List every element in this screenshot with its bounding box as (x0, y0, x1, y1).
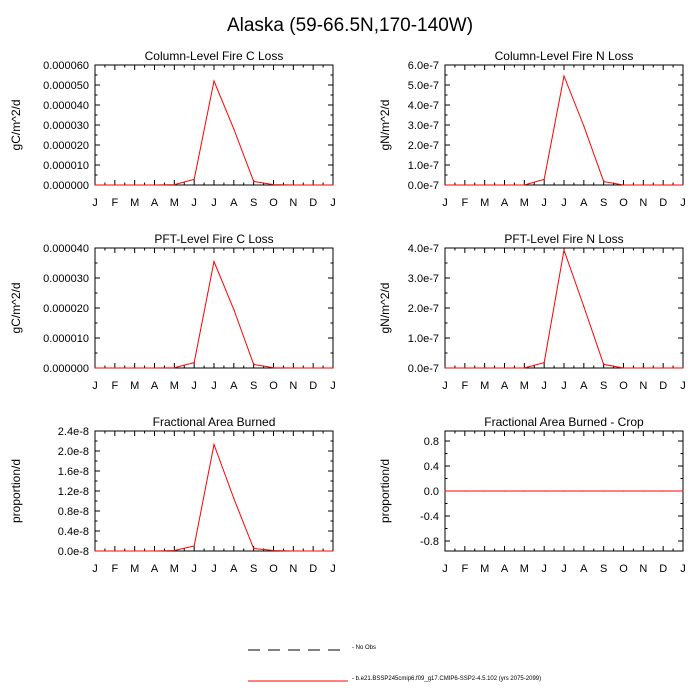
data-point (643, 367, 644, 368)
data-point (484, 184, 485, 185)
y-tick-label: 0.4e-8 (57, 526, 89, 538)
data-point (114, 184, 115, 185)
data-point (464, 490, 465, 491)
data-point (313, 367, 314, 368)
x-tick-label: F (461, 197, 469, 209)
x-tick-label: A (150, 380, 159, 392)
data-point (682, 184, 683, 185)
y-tick-label: 0.000010 (43, 160, 89, 172)
y-tick-label: 0.000030 (43, 120, 89, 132)
data-point (253, 181, 254, 182)
x-tick-label: D (659, 197, 668, 209)
y-axis-label: gC/m^2/d (9, 99, 23, 151)
x-tick-label: J (330, 563, 336, 575)
x-tick-label: M (169, 563, 179, 575)
y-tick-label: 0.000060 (43, 60, 89, 72)
y-axis-label: gC/m^2/d (9, 282, 23, 334)
y-tick-label: 2.0e-7 (407, 140, 439, 152)
data-point (174, 367, 175, 368)
data-point (682, 490, 683, 491)
data-point (663, 367, 664, 368)
data-point (484, 490, 485, 491)
x-tick-label: J (442, 563, 448, 575)
x-tick-label: M (519, 380, 529, 392)
x-tick-label: M (169, 197, 179, 209)
x-tick-label: A (580, 380, 588, 392)
x-tick-label: A (230, 380, 238, 392)
series-line (95, 81, 333, 185)
x-tick-label: N (289, 380, 298, 392)
plot-frame (95, 431, 333, 551)
y-tick-label: 2.0e-8 (57, 446, 89, 458)
data-point (484, 367, 485, 368)
panel-title: Column-Level Fire C Loss (144, 49, 284, 63)
series-line (95, 445, 333, 552)
x-tick-label: M (169, 380, 179, 392)
x-tick-label: A (150, 563, 159, 575)
y-tick-label: 0.000010 (43, 333, 89, 345)
y-tick-label: 2.4e-8 (57, 426, 89, 438)
y-axis-label: proportion/d (9, 458, 23, 524)
data-point (194, 362, 195, 363)
data-point (504, 367, 505, 368)
panel-title: Column-Level Fire N Loss (494, 49, 634, 63)
data-point (253, 364, 254, 365)
data-point (524, 490, 525, 491)
x-tick-label: J (330, 380, 336, 392)
x-tick-label: F (111, 380, 119, 392)
data-point (524, 184, 525, 185)
data-point (233, 498, 234, 499)
data-point (174, 184, 175, 185)
x-tick-label: J (330, 197, 336, 209)
data-point (682, 367, 683, 368)
data-point (332, 550, 333, 551)
x-tick-label: J (442, 197, 448, 209)
x-tick-label: S (249, 197, 258, 209)
x-tick-label: O (619, 563, 628, 575)
x-tick-label: J (191, 197, 197, 209)
data-point (544, 179, 545, 180)
chart-panel-6 (378, 415, 686, 575)
x-tick-label: J (541, 380, 547, 392)
x-tick-label: N (639, 197, 648, 209)
data-point (544, 362, 545, 363)
data-point (583, 125, 584, 126)
x-tick-label: J (211, 380, 217, 392)
x-tick-label: M (480, 380, 490, 392)
data-point (154, 367, 155, 368)
data-point (563, 75, 564, 76)
chart-panel-4 (378, 232, 686, 392)
data-point (114, 367, 115, 368)
y-tick-label: 0.000000 (43, 180, 89, 192)
x-tick-label: S (599, 197, 608, 209)
x-tick-label: A (150, 197, 159, 209)
y-tick-label: 0.8e-8 (57, 506, 89, 518)
y-tick-label: 1.2e-8 (57, 486, 89, 498)
y-tick-label: 1.6e-8 (57, 466, 89, 478)
data-point (504, 490, 505, 491)
x-tick-label: J (191, 380, 197, 392)
x-tick-label: S (599, 380, 608, 392)
data-point (233, 128, 234, 129)
data-point (174, 550, 175, 551)
data-point (332, 367, 333, 368)
data-point (114, 550, 115, 551)
data-point (563, 490, 564, 491)
x-tick-label: D (659, 380, 668, 392)
data-point (293, 184, 294, 185)
y-tick-label: 0.000020 (43, 140, 89, 152)
data-point (134, 367, 135, 368)
series-line (445, 250, 683, 368)
y-tick-label: 0.000020 (43, 303, 89, 315)
x-tick-label: A (500, 563, 509, 575)
data-point (583, 490, 584, 491)
data-point (623, 367, 624, 368)
data-point (663, 490, 664, 491)
data-point (603, 490, 604, 491)
data-point (273, 367, 274, 368)
chart-panel-2 (378, 49, 686, 209)
x-tick-label: A (500, 380, 509, 392)
y-tick-label: 0.8 (423, 436, 439, 448)
x-tick-label: O (269, 380, 278, 392)
y-tick-label: 0.0 (423, 486, 439, 498)
x-tick-label: M (519, 197, 529, 209)
x-tick-label: F (461, 380, 469, 392)
y-tick-label: 3.0e-7 (407, 273, 439, 285)
data-point (643, 184, 644, 185)
data-point (273, 184, 274, 185)
x-tick-label: M (130, 197, 140, 209)
x-tick-label: F (111, 563, 119, 575)
y-tick-label: 3.0e-7 (407, 120, 439, 132)
x-tick-label: O (619, 380, 628, 392)
x-tick-label: J (541, 563, 547, 575)
series-line (95, 262, 333, 369)
y-tick-label: 4.0e-7 (407, 100, 439, 112)
data-point (464, 184, 465, 185)
panel-title: PFT-Level Fire C Loss (154, 232, 274, 246)
data-point (293, 367, 294, 368)
x-tick-label: J (680, 563, 686, 575)
x-tick-label: J (442, 380, 448, 392)
x-tick-label: S (599, 563, 608, 575)
x-tick-label: J (191, 563, 197, 575)
data-point (464, 367, 465, 368)
data-point (643, 490, 644, 491)
x-tick-label: M (130, 563, 140, 575)
plot-frame (445, 65, 683, 185)
panel-title: PFT-Level Fire N Loss (504, 232, 624, 246)
data-point (603, 181, 604, 182)
x-tick-label: N (289, 197, 298, 209)
x-tick-label: S (249, 563, 258, 575)
legend-label-no-obs: - No Obs (352, 645, 377, 651)
y-tick-label: 0.000040 (43, 243, 89, 255)
y-tick-label: -0.8 (420, 536, 439, 548)
data-point (94, 367, 95, 368)
data-point (134, 550, 135, 551)
data-point (444, 184, 445, 185)
chart-panel-1 (9, 49, 336, 209)
y-tick-label: 0.0e-7 (407, 363, 439, 375)
x-tick-label: O (269, 563, 278, 575)
data-point (504, 184, 505, 185)
data-point (94, 184, 95, 185)
x-tick-label: O (269, 197, 278, 209)
data-point (444, 490, 445, 491)
data-point (233, 309, 234, 310)
y-tick-label: -0.4 (420, 511, 439, 523)
data-point (94, 550, 95, 551)
y-tick-label: 1.0e-7 (407, 333, 439, 345)
y-tick-label: 0.000030 (43, 273, 89, 285)
plot-frame (445, 248, 683, 368)
data-point (563, 250, 564, 251)
data-point (213, 261, 214, 262)
data-point (332, 184, 333, 185)
data-point (623, 490, 624, 491)
x-tick-label: A (230, 563, 238, 575)
series-line (445, 76, 683, 185)
data-point (544, 490, 545, 491)
y-tick-label: 5.0e-7 (407, 80, 439, 92)
x-tick-label: S (249, 380, 258, 392)
y-tick-label: 0.000000 (43, 363, 89, 375)
data-point (313, 550, 314, 551)
y-tick-label: 0.000040 (43, 100, 89, 112)
panel-title: Fractional Area Burned (152, 415, 276, 429)
x-tick-label: M (130, 380, 140, 392)
x-tick-label: A (580, 197, 588, 209)
y-axis-label: gN/m^2/d (378, 99, 392, 151)
data-point (213, 444, 214, 445)
y-tick-label: 2.0e-7 (407, 303, 439, 315)
legend-swatch-model (248, 676, 348, 686)
x-tick-label: D (309, 563, 318, 575)
legend-label-model: - b.e21.BSSP245cmip6.f09_g17.CMIP6-SSP2-4.5.102 (yrs 2075-2099) (352, 676, 542, 682)
data-point (154, 550, 155, 551)
y-tick-label: 0.4 (423, 461, 439, 473)
x-tick-label: J (561, 563, 567, 575)
x-tick-label: J (680, 380, 686, 392)
x-tick-label: J (92, 563, 98, 575)
data-point (603, 364, 604, 365)
page-title: Alaska (59-66.5N,170-140W) (226, 15, 474, 36)
x-tick-label: J (541, 197, 547, 209)
x-tick-label: J (92, 380, 98, 392)
x-tick-label: N (639, 563, 648, 575)
x-tick-label: A (500, 197, 509, 209)
x-tick-label: M (480, 197, 490, 209)
x-tick-label: M (519, 563, 529, 575)
x-tick-label: J (92, 197, 98, 209)
x-tick-label: A (230, 197, 238, 209)
data-point (194, 545, 195, 546)
x-tick-label: D (309, 197, 318, 209)
data-point (253, 548, 254, 549)
panel-title: Fractional Area Burned - Crop (484, 415, 644, 429)
data-point (313, 184, 314, 185)
x-tick-label: J (561, 380, 567, 392)
y-tick-label: 6.0e-7 (407, 60, 439, 72)
y-axis-label: proportion/d (378, 458, 392, 524)
data-point (524, 367, 525, 368)
x-tick-label: O (619, 197, 628, 209)
data-point (293, 550, 294, 551)
y-tick-label: 4.0e-7 (407, 243, 439, 255)
x-tick-label: J (561, 197, 567, 209)
x-tick-label: N (639, 380, 648, 392)
data-point (213, 80, 214, 81)
data-point (154, 184, 155, 185)
x-tick-label: J (211, 563, 217, 575)
plot-frame (95, 248, 333, 368)
y-axis-label: gN/m^2/d (378, 282, 392, 334)
chart-panel-3 (9, 232, 336, 392)
x-tick-label: D (309, 380, 318, 392)
legend-swatch-no-obs (248, 645, 348, 655)
x-tick-label: F (461, 563, 469, 575)
y-tick-label: 0.000050 (43, 80, 89, 92)
y-tick-label: 0.0e-7 (407, 180, 439, 192)
data-point (623, 184, 624, 185)
x-tick-label: A (580, 563, 588, 575)
data-point (194, 179, 195, 180)
x-tick-label: J (211, 197, 217, 209)
x-tick-label: J (680, 197, 686, 209)
data-point (273, 550, 274, 551)
chart-panel-5 (9, 415, 336, 575)
x-tick-label: D (659, 563, 668, 575)
y-tick-label: 0.0e-8 (57, 546, 89, 558)
data-point (134, 184, 135, 185)
x-tick-label: F (111, 197, 119, 209)
x-tick-label: M (480, 563, 490, 575)
data-point (583, 306, 584, 307)
x-tick-label: N (289, 563, 298, 575)
data-point (663, 184, 664, 185)
y-tick-label: 1.0e-7 (407, 160, 439, 172)
data-point (444, 367, 445, 368)
